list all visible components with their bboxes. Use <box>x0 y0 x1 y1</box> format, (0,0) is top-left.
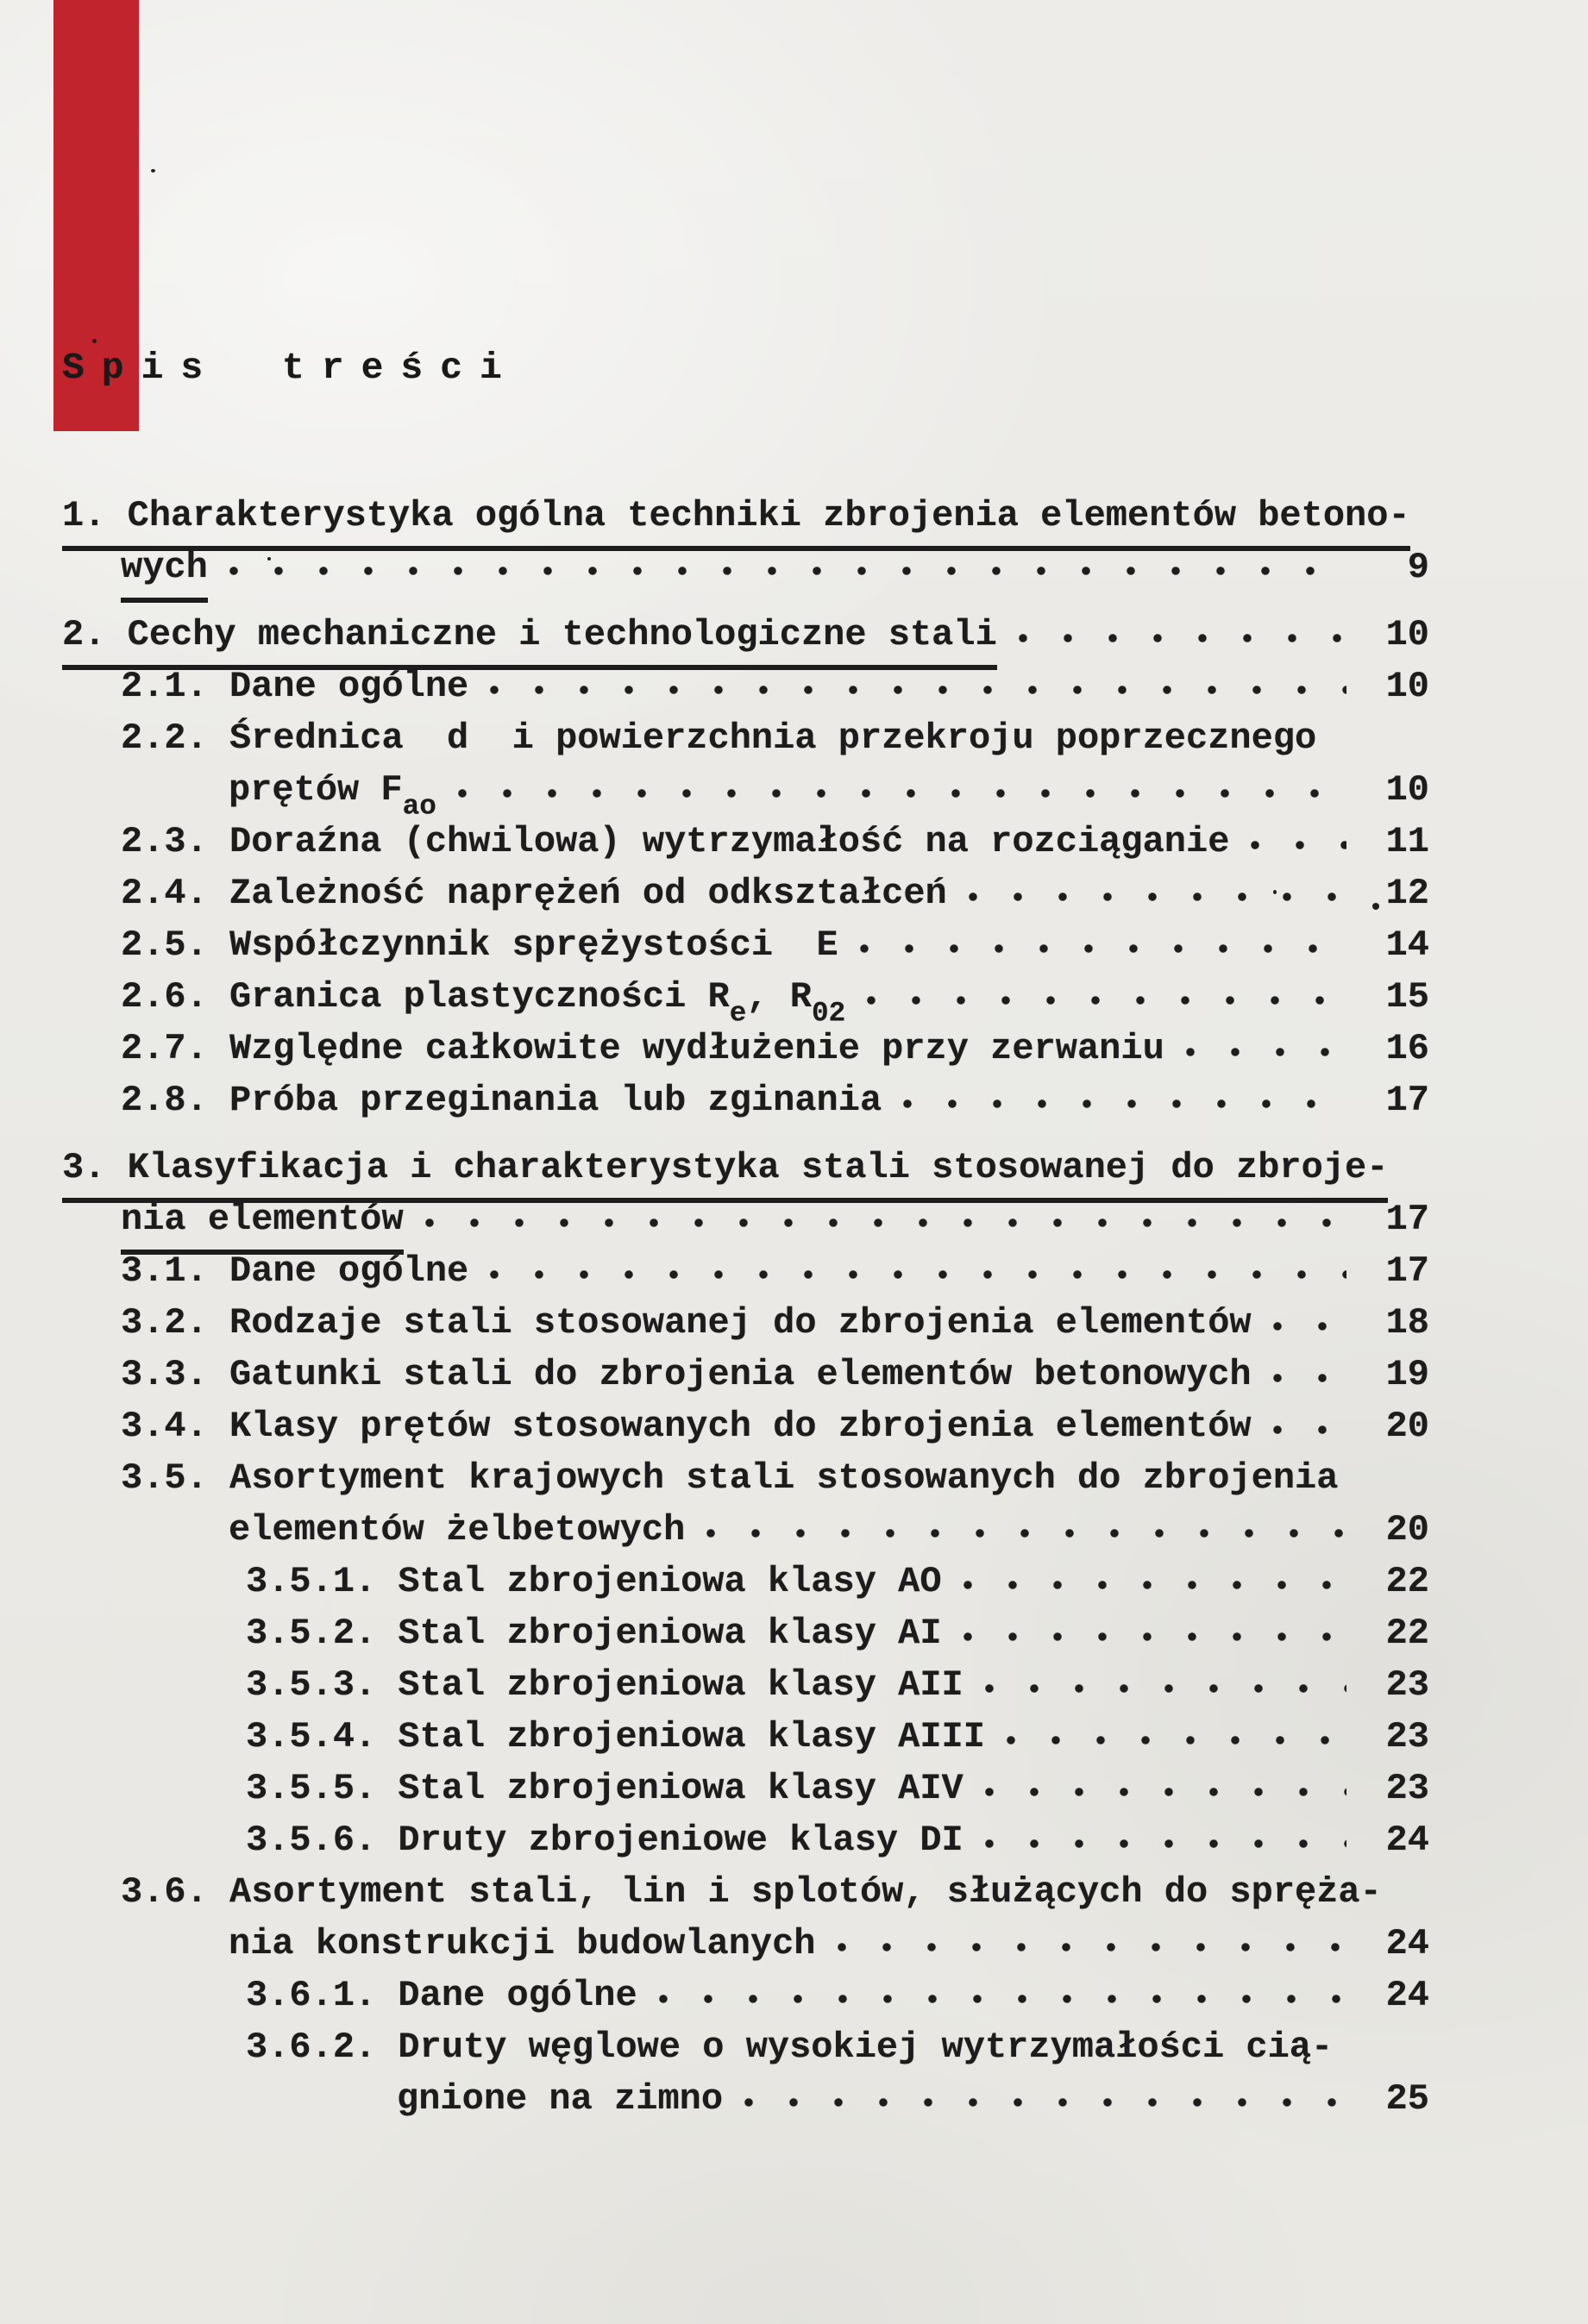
page-number: 25 <box>1385 2078 1429 2120</box>
toc-entry-text: 3.6. Asortyment stali, lin i splotów, służących do spręża- <box>121 1871 1382 1913</box>
toc-entry-text: 3.5.5. Stal zbrojeniowa klasy AIV <box>246 1768 963 1809</box>
toc-entry-text: 3.5.6. Druty zbrojeniowe klasy DI <box>246 1820 963 1861</box>
page-number: 15 <box>1385 976 1429 1018</box>
toc-entry <box>0 1245 1588 1297</box>
toc-entry <box>0 1866 1588 1918</box>
toc-entry-text: 2. Cechy mechaniczne i technologiczne stali <box>62 609 997 670</box>
entry-text-part: prętów F <box>229 769 403 811</box>
toc-entry <box>0 1504 1588 1556</box>
entry-text-part: , R <box>746 976 812 1018</box>
page-number: 22 <box>1385 1561 1429 1602</box>
toc-entry-text: 3.2. Rodzaje stali stosowanej do zbrojenia elementów <box>121 1302 1252 1344</box>
dot-leader <box>963 1632 1346 1643</box>
dot-leader <box>1018 633 1346 644</box>
page-number: 18 <box>1385 1302 1429 1344</box>
toc-entry <box>0 490 1588 542</box>
toc-entry <box>0 2021 1588 2073</box>
page-number: 23 <box>1385 1664 1429 1706</box>
dot-leader <box>866 995 1346 1006</box>
page-number: 20 <box>1385 1509 1429 1550</box>
dot-leader <box>968 892 1346 903</box>
page-number: 10 <box>1385 614 1429 655</box>
toc-entry <box>0 1970 1588 2021</box>
dot-leader <box>229 566 1346 577</box>
page-number: 20 <box>1385 1406 1429 1447</box>
ink-speck <box>267 557 271 561</box>
toc-entry-text: 2.7. Względne całkowite wydłużenie przy zerwaniu <box>121 1028 1164 1069</box>
toc-entry <box>0 1349 1588 1400</box>
toc-entry-text: 2.4. Zależność naprężeń od odkształceń <box>121 873 947 914</box>
toc-entry <box>0 1711 1588 1763</box>
toc-entry <box>0 971 1588 1030</box>
page-number: 16 <box>1385 1028 1429 1069</box>
toc-entry <box>0 1452 1588 1504</box>
toc-entry-text: 3.6.1. Dane ogólne <box>246 1975 637 2016</box>
page-number: 10 <box>1385 666 1429 707</box>
toc-entry-text: 2.8. Próba przeginania lub zginania <box>121 1080 882 1121</box>
page-number: 23 <box>1385 1716 1429 1757</box>
dot-leader <box>837 1942 1346 1953</box>
toc-entry-text: 2.3. Doraźna (chwilowa) wytrzymałość na rozciąganie <box>121 821 1230 862</box>
dot-leader <box>984 1683 1346 1694</box>
dot-leader <box>859 943 1346 955</box>
ink-speck <box>1372 903 1379 910</box>
dot-leader <box>1272 1321 1346 1332</box>
dot-leader <box>424 1218 1346 1229</box>
subscript-text: e <box>729 997 747 1030</box>
ink-speck <box>1273 890 1277 894</box>
toc-entry-text: nia konstrukcji budowlanych <box>229 1923 816 1964</box>
dot-leader <box>902 1099 1346 1110</box>
toc-entry <box>0 1607 1588 1659</box>
dot-leader <box>489 685 1346 696</box>
toc-entry-text: 3.5.3. Stal zbrojeniowa klasy AII <box>246 1664 963 1706</box>
toc-entry-text: 3.4. Klasy prętów stosowanych do zbrojenia elementów <box>121 1406 1252 1447</box>
page-number: 23 <box>1385 1768 1429 1809</box>
toc-list <box>0 490 1588 2125</box>
toc-entry <box>0 1918 1588 1970</box>
dot-leader <box>963 1580 1346 1591</box>
dot-leader <box>658 1994 1346 2005</box>
ink-speck <box>92 339 97 343</box>
toc-entry-text: 3.5.2. Stal zbrojeniowa klasy AI <box>246 1613 942 1654</box>
entry-text-part: 2.6. Granica plastyczności R <box>121 976 730 1018</box>
toc-entry-text: 2.5. Współczynnik sprężystości E <box>121 924 838 966</box>
toc-entry-text: 3.6.2. Druty węglowe o wysokiej wytrzymałości cią- <box>246 2026 1334 2068</box>
dot-leader <box>744 2097 1346 2108</box>
page-number: 22 <box>1385 1613 1429 1654</box>
toc-entry <box>0 609 1588 661</box>
page-number: 10 <box>1385 769 1429 811</box>
dot-leader <box>984 1839 1346 1850</box>
dot-leader <box>1272 1425 1346 1436</box>
subscript-text: ao <box>402 790 436 823</box>
page-number: 14 <box>1385 924 1429 966</box>
toc-entry-text: 2.2. Średnica d i powierzchnia przekroju poprzecznego <box>121 717 1317 759</box>
toc-entry <box>0 1659 1588 1711</box>
page-number: 17 <box>1385 1250 1429 1292</box>
toc-entry <box>0 919 1588 971</box>
dot-leader <box>984 1787 1346 1798</box>
page-number: 17 <box>1385 1080 1429 1121</box>
dot-leader <box>706 1528 1346 1539</box>
toc-entry-text: 3.5.4. Stal zbrojeniowa klasy AIII <box>246 1716 985 1757</box>
dot-leader <box>1185 1047 1346 1058</box>
toc-entry <box>0 1814 1588 1866</box>
dot-leader <box>1006 1735 1346 1746</box>
page-number: 19 <box>1385 1354 1429 1395</box>
page-number: 17 <box>1385 1199 1429 1240</box>
dot-leader <box>1250 840 1346 851</box>
page-number: 24 <box>1385 1923 1429 1964</box>
dot-leader <box>457 788 1346 799</box>
toc-entry-text: 1. Charakterystyka ogólna techniki zbrojenia elementów betono- <box>62 490 1410 551</box>
page-number: 24 <box>1385 1820 1429 1861</box>
toc-entry-text: 3.1. Dane ogólne <box>121 1250 469 1292</box>
toc-entry <box>0 1297 1588 1349</box>
toc-entry-text: nia elementów <box>121 1193 404 1255</box>
toc-entry <box>0 1400 1588 1452</box>
toc-entry <box>0 712 1588 764</box>
toc-entry-text: gnione na zimno <box>397 2078 724 2120</box>
toc-entry <box>0 1142 1588 1193</box>
toc-entry-text: 2.1. Dane ogólne <box>121 666 469 707</box>
page-number: 11 <box>1385 821 1429 862</box>
toc-entry <box>0 1074 1588 1126</box>
toc-entry <box>0 816 1588 868</box>
ink-speck <box>151 169 155 172</box>
toc-entry-text: elementów żelbetowych <box>229 1509 686 1550</box>
toc-entry-text: 3.5. Asortyment krajowych stali stosowanych do zbrojenia <box>121 1457 1339 1499</box>
toc-entry <box>0 2073 1588 2125</box>
dot-leader <box>1272 1373 1346 1384</box>
toc-entry-text: 3.3. Gatunki stali do zbrojenia elementów betonowych <box>121 1354 1252 1395</box>
toc-entry <box>0 1023 1588 1074</box>
page-number: 12 <box>1385 873 1429 914</box>
toc-entry <box>0 1556 1588 1607</box>
toc-entry <box>0 764 1588 823</box>
toc-entry-text: 3.5.1. Stal zbrojeniowa klasy AO <box>246 1561 942 1602</box>
toc-entry-text: wych <box>121 542 208 603</box>
page-number: 9 <box>1407 547 1429 588</box>
toc-entry-text: 3. Klasyfikacja i charakterystyka stali stosowanej do zbroje- <box>62 1142 1388 1203</box>
page-title: Spis treści <box>62 347 519 389</box>
subscript-text: 02 <box>812 997 846 1030</box>
toc-entry <box>0 868 1588 919</box>
dot-leader <box>489 1269 1346 1281</box>
toc-entry <box>0 1763 1588 1814</box>
page-number: 24 <box>1385 1975 1429 2016</box>
